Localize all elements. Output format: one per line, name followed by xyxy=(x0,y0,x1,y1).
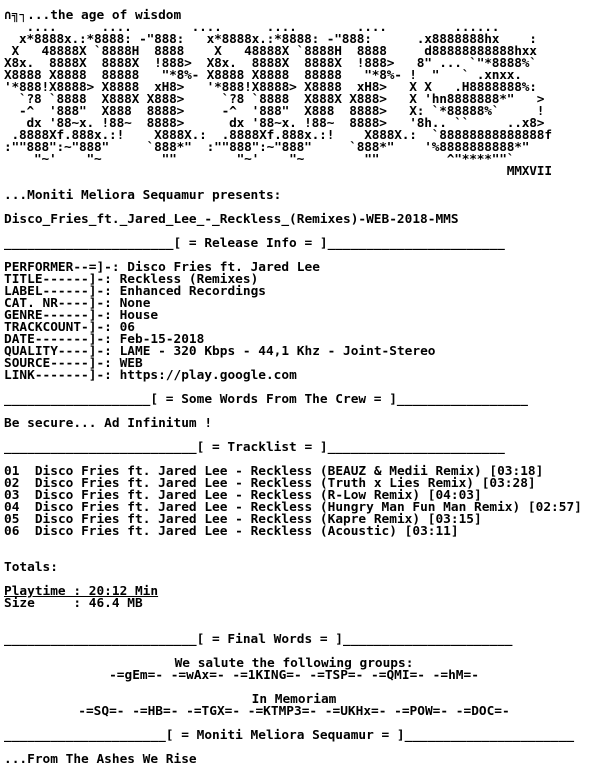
section-header-crew: ___________________[ = Some Words From The Crew = ]_________________ xyxy=(4,392,528,407)
release-info-value: 06 xyxy=(119,320,136,335)
crew-words: Be secure... Ad Infinitum ! xyxy=(4,416,213,431)
section-header-tracklist: _________________________[ = Tracklist = ]_______________________ xyxy=(4,440,505,455)
track-title: Disco Fries ft. Jared Lee - Reckless (Acoustic) [03:11] xyxy=(34,524,459,539)
release-info-key: GENRE------]-: xyxy=(4,308,112,323)
release-info-value: House xyxy=(119,308,159,323)
release-info-key: LABEL------]-: xyxy=(4,284,112,299)
salute-groups: -=gEm=- -=wAx=- -=1KING=- -=TSP=- -=QMI=- -=hM=- xyxy=(109,668,479,683)
release-info-key: TITLE------]-: xyxy=(4,272,112,287)
ascii-art-line: dx '88~x. !88~ 8888> dx '88~x. !88~ 8888> '8h.. `` ..x8> xyxy=(4,116,545,131)
ascii-art-line: -^ '888" X888 8888> -^ '888" X888 8888> X: `*88888%` ! xyxy=(4,104,545,119)
release-info-value: Disco Fries ft. Jared Lee xyxy=(127,260,320,275)
nfo-document xyxy=(4,10,616,766)
release-info-key: CAT. NR----]-: xyxy=(4,296,112,311)
totals-label: Totals: xyxy=(4,560,58,575)
section-header-mms: _____________________[ = Moniti Meliora Sequamur = ]______________________ xyxy=(4,728,575,743)
release-info-key: LINK-------]-: xyxy=(4,368,112,383)
memoriam-groups: -=SQ=- -=HB=- -=TGX=- -=KTMP3=- -=UKHx=- -=POW=- -=DOC=- xyxy=(78,704,510,719)
track-number: 02 xyxy=(4,476,20,491)
tracklist-block xyxy=(4,466,616,538)
release-name: Disco_Fries_ft._Jared_Lee_-_Reckless_(Remixes)-WEB-2018-MMS xyxy=(4,212,459,227)
release-info-value: https://play.google.com xyxy=(119,368,297,383)
release-info-value: WEB xyxy=(119,356,143,371)
ascii-art-line: X8x. 8888X 8888X !888> X8x. 8888X 8888X !888> 8" ... `"*8888%` xyxy=(4,56,537,71)
track-number: 06 xyxy=(4,524,20,539)
release-info-key: SOURCE-----]-: xyxy=(4,356,112,371)
closing-line: ...From The Ashes We Rise xyxy=(4,752,197,767)
track-number: 05 xyxy=(4,512,20,527)
track-number: 04 xyxy=(4,500,20,515)
release-info-block xyxy=(4,262,616,382)
track-title: Disco Fries ft. Jared Lee - Reckless (R-Low Remix) [04:03] xyxy=(34,488,482,503)
release-info-key: DATE-------]-: xyxy=(4,332,112,347)
salute-heading: We salute the following groups: xyxy=(174,656,414,671)
release-info-value: Reckless (Remixes) xyxy=(119,272,259,287)
release-info-key: TRACKCOUNT-]-: xyxy=(4,320,112,335)
presents-line: ...Moniti Meliora Sequamur presents: xyxy=(4,188,282,203)
section-header-final-words: _________________________[ = Final Words = ]______________________ xyxy=(4,632,513,647)
section-header-release-info: ______________________[ = Release Info = ]_______________________ xyxy=(4,236,505,251)
playtime-line: Playtime : 20:12 Min xyxy=(4,584,159,599)
release-info-value: None xyxy=(119,296,151,311)
ascii-art-line: .... .... .... .... .... ...... xyxy=(4,20,500,35)
release-info-key: PERFORMER--=]-: xyxy=(4,260,120,275)
track-title: Disco Fries ft. Jared Lee - Reckless (Kapre Remix) [03:15] xyxy=(34,512,482,527)
release-info-value: Feb-15-2018 xyxy=(119,332,205,347)
track-title: Disco Fries ft. Jared Lee - Reckless (Hungry Man Fun Man Remix) [02:57] xyxy=(34,500,582,515)
release-info-value: LAME - 320 Kbps - 44,1 Khz - Joint-Stereo xyxy=(119,344,436,359)
ascii-art-logo xyxy=(4,22,616,178)
track-number: 01 xyxy=(4,464,20,479)
ascii-art-line: x*8888x.:*8888: -"888: x*8888x.:*8888: -"888: .x8888888hx : xyxy=(4,32,537,47)
track-number: 03 xyxy=(4,488,20,503)
ascii-art-line: MMXVII xyxy=(4,164,552,179)
ascii-art-line: '*888!X8888> X8888 xH8> '*888!X8888> X8888 xH8> X X .H8888888%: xyxy=(4,80,537,95)
ascii-art-line: :""888":~"888" `888*" :""888":~"888" `888*" '%8888888888*" xyxy=(4,140,530,155)
ascii-art-line: X 48888X `8888H 8888 X 48888X `8888H 8888 d88888888888hxx xyxy=(4,44,537,59)
size-line: Size : 46.4 MB xyxy=(4,596,143,611)
release-info-value: Enhanced Recordings xyxy=(119,284,266,299)
ascii-art-line: "~' "~ "" "~' "~ "" ^"****""` xyxy=(4,152,515,167)
ascii-art-line: X8888 X8888 88888 "*8%- X8888 X8888 88888 "*8%- ! " ` .xnxx. xyxy=(4,68,522,83)
track-row xyxy=(4,526,616,538)
memoriam-heading: In Memoriam xyxy=(251,692,337,707)
release-info-row xyxy=(4,370,616,382)
ascii-art-line: `?8 `8888 X888X X888> `?8 `8888 X888X X888> X 'hn8888888*" > xyxy=(4,92,545,107)
intro-line: ∩╗┐...the age of wisdom xyxy=(4,8,182,23)
release-info-key: QUALITY----]-: xyxy=(4,344,112,359)
ascii-art-line: .8888Xf.888x.:! X888X.: .8888Xf.888x.:! X888X.: `88888888888888f xyxy=(4,128,552,143)
track-title: Disco Fries ft. Jared Lee - Reckless (BEAUZ & Medii Remix) [03:18] xyxy=(34,464,544,479)
track-title: Disco Fries ft. Jared Lee - Reckless (Truth x Lies Remix) [03:28] xyxy=(34,476,536,491)
